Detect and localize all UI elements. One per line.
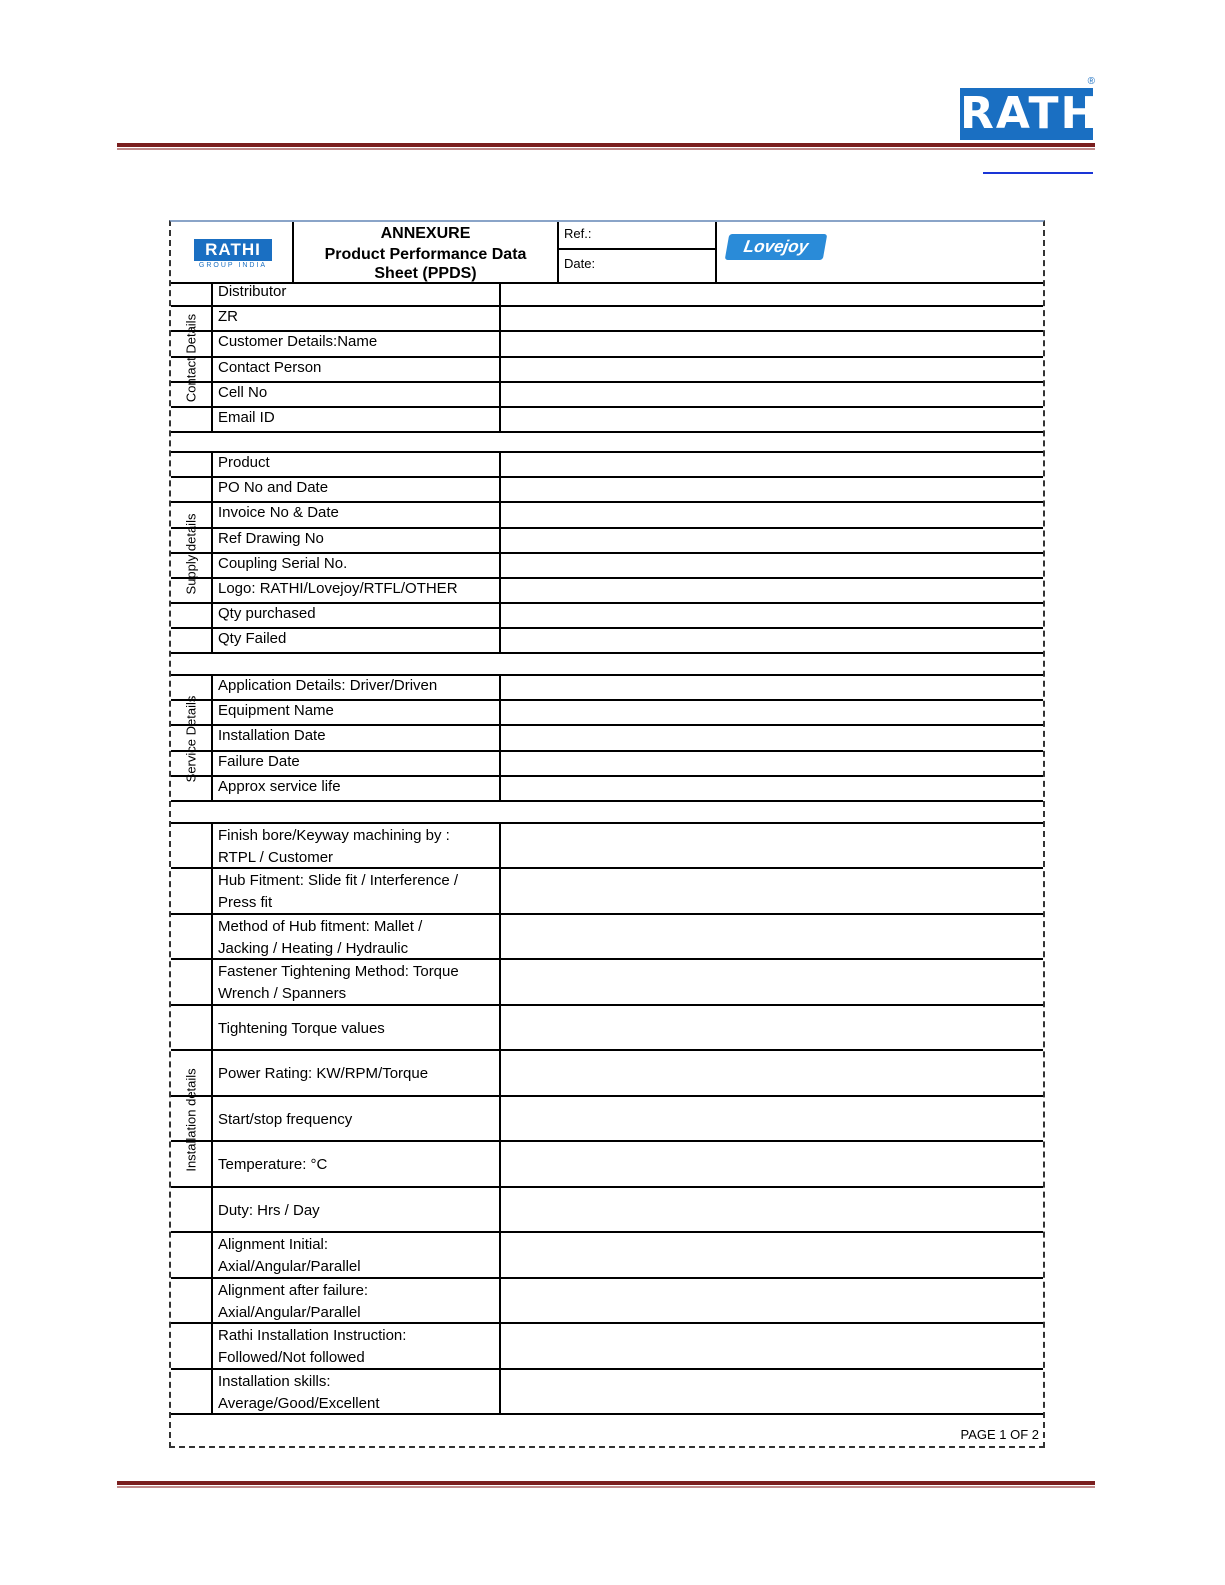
row-label-line: Press fit	[218, 894, 273, 911]
table-row[interactable]	[171, 1233, 1043, 1279]
row-label: Qty purchased	[211, 604, 501, 627]
table-row[interactable]	[171, 408, 1043, 433]
section-spacer	[171, 654, 1043, 676]
row-label: PO No and Date	[211, 478, 501, 501]
ref-date-cell	[559, 222, 717, 282]
section-label-installation-text: Installation details	[183, 1067, 199, 1172]
title-annexure: ANNEXURE	[380, 225, 471, 242]
row-label: Coupling Serial No.	[211, 554, 501, 577]
table-row[interactable]	[171, 478, 1043, 503]
form-logo-cell	[171, 222, 294, 282]
table-row[interactable]	[171, 332, 1043, 358]
row-label	[211, 1324, 501, 1368]
table-row[interactable]	[171, 1188, 1043, 1233]
row-label: Approx service life	[211, 777, 501, 800]
section-spacer	[171, 433, 1043, 453]
row-label	[211, 1370, 501, 1413]
table-row[interactable]	[171, 1370, 1043, 1415]
table-row[interactable]	[171, 554, 1043, 579]
row-label: Duty: Hrs / Day	[211, 1188, 501, 1231]
row-label: Power Rating: KW/RPM/Torque	[211, 1051, 501, 1095]
row-label-line: Method of Hub fitment: Mallet /	[218, 918, 423, 935]
row-label	[211, 824, 501, 867]
row-label: Ref Drawing No	[211, 529, 501, 552]
rathi-group-logo-sub: GROUP INDIA	[198, 262, 268, 269]
table-row[interactable]	[171, 701, 1043, 726]
row-label: Contact Person	[211, 358, 501, 381]
row-label: Customer Details:Name	[211, 332, 501, 356]
row-label: Cell No	[211, 383, 501, 406]
row-label: Temperature: °C	[211, 1142, 501, 1186]
rathi-group-logo: RATHI	[194, 239, 272, 261]
row-label-line: Alignment after failure:	[218, 1282, 369, 1299]
table-row[interactable]	[171, 629, 1043, 654]
rathi-logo	[960, 76, 1118, 140]
table-row[interactable]	[171, 869, 1043, 915]
section-spacer	[171, 802, 1043, 824]
row-label	[211, 869, 501, 913]
table-row[interactable]	[171, 453, 1043, 478]
table-row[interactable]	[171, 1051, 1043, 1097]
row-label: Tightening Torque values	[211, 1006, 501, 1049]
table-row[interactable]	[171, 604, 1043, 629]
lovejoy-logo: Lovejoy	[725, 234, 828, 260]
row-label: ZR	[211, 307, 501, 330]
row-label: Failure Date	[211, 752, 501, 775]
row-label: Invoice No & Date	[211, 503, 501, 527]
registered-mark: ®	[1087, 76, 1095, 87]
row-label-line: Jacking / Heating / Hydraulic	[218, 940, 409, 957]
row-label	[211, 915, 501, 958]
section-label-contact-text: Contact Details	[183, 313, 199, 402]
table-row[interactable]	[171, 307, 1043, 332]
row-label-line: Alignment Initial:	[218, 1236, 329, 1253]
row-label: Installation Date	[211, 726, 501, 750]
footer-rule-secondary	[117, 1486, 1095, 1488]
table-row[interactable]	[171, 960, 1043, 1006]
row-label-line: Rathi Installation Instruction:	[218, 1327, 407, 1344]
table-row[interactable]	[171, 824, 1043, 869]
hyperlink-underline[interactable]	[983, 172, 1093, 174]
table-row[interactable]	[171, 676, 1043, 701]
row-label	[211, 960, 501, 1004]
table-row[interactable]	[171, 1097, 1043, 1142]
section-label-supply-text: Supply details	[183, 513, 199, 594]
header-rule	[117, 143, 1095, 147]
row-label-line: Followed/Not followed	[218, 1349, 365, 1366]
row-label: Start/stop frequency	[211, 1097, 501, 1140]
section-label-service-text: Service Details	[183, 695, 199, 783]
row-label-line: Fastener Tightening Method: Torque	[218, 963, 459, 980]
row-label: Product	[211, 453, 501, 476]
row-label-line: Axial/Angular/Parallel	[218, 1304, 361, 1321]
row-label-line: Hub Fitment: Slide fit / Interference /	[218, 872, 459, 889]
table-row[interactable]	[171, 726, 1043, 752]
table-row[interactable]	[171, 1006, 1043, 1051]
table-row[interactable]	[171, 1279, 1043, 1324]
table-row[interactable]	[171, 503, 1043, 529]
table-row[interactable]	[171, 1324, 1043, 1370]
row-label-line: Axial/Angular/Parallel	[218, 1258, 361, 1275]
rathi-logo-text: RATHI	[960, 88, 1118, 139]
ppds-form	[169, 220, 1045, 1448]
row-label-line: Finish bore/Keyway machining by :	[218, 827, 450, 844]
row-label-line: RTPL / Customer	[218, 849, 334, 866]
table-row[interactable]	[171, 579, 1043, 604]
row-label	[211, 1233, 501, 1277]
row-label-line: Wrench / Spanners	[218, 985, 347, 1002]
row-label: Equipment Name	[211, 701, 501, 724]
table-row[interactable]	[171, 915, 1043, 960]
ref-field[interactable]: Ref.:	[559, 222, 715, 250]
table-row[interactable]	[171, 1142, 1043, 1188]
row-label: Logo: RATHI/Lovejoy/RTFL/OTHER	[211, 579, 501, 602]
form-header	[171, 222, 1043, 284]
form-title	[294, 222, 559, 282]
date-field[interactable]: Date:	[564, 256, 596, 271]
row-label-line: Installation skills:	[218, 1373, 331, 1390]
table-row[interactable]	[171, 282, 1043, 307]
page-number: PAGE 1 OF 2	[960, 1427, 1039, 1442]
table-row[interactable]	[171, 529, 1043, 554]
table-row[interactable]	[171, 777, 1043, 802]
row-label: Distributor	[211, 282, 501, 305]
header-rule-secondary	[117, 148, 1095, 150]
title-line3: Sheet (PPDS)	[374, 265, 477, 282]
row-label	[211, 1279, 501, 1322]
title-line2: Product Performance Data	[324, 246, 527, 263]
table-row[interactable]	[171, 752, 1043, 777]
row-label: Application Details: Driver/Driven	[211, 676, 501, 699]
table-row[interactable]	[171, 358, 1043, 383]
row-label-line: Average/Good/Excellent	[218, 1395, 380, 1412]
footer-rule	[117, 1481, 1095, 1485]
row-label: Email ID	[211, 408, 501, 431]
row-label: Qty Failed	[211, 629, 501, 652]
table-row[interactable]	[171, 383, 1043, 408]
